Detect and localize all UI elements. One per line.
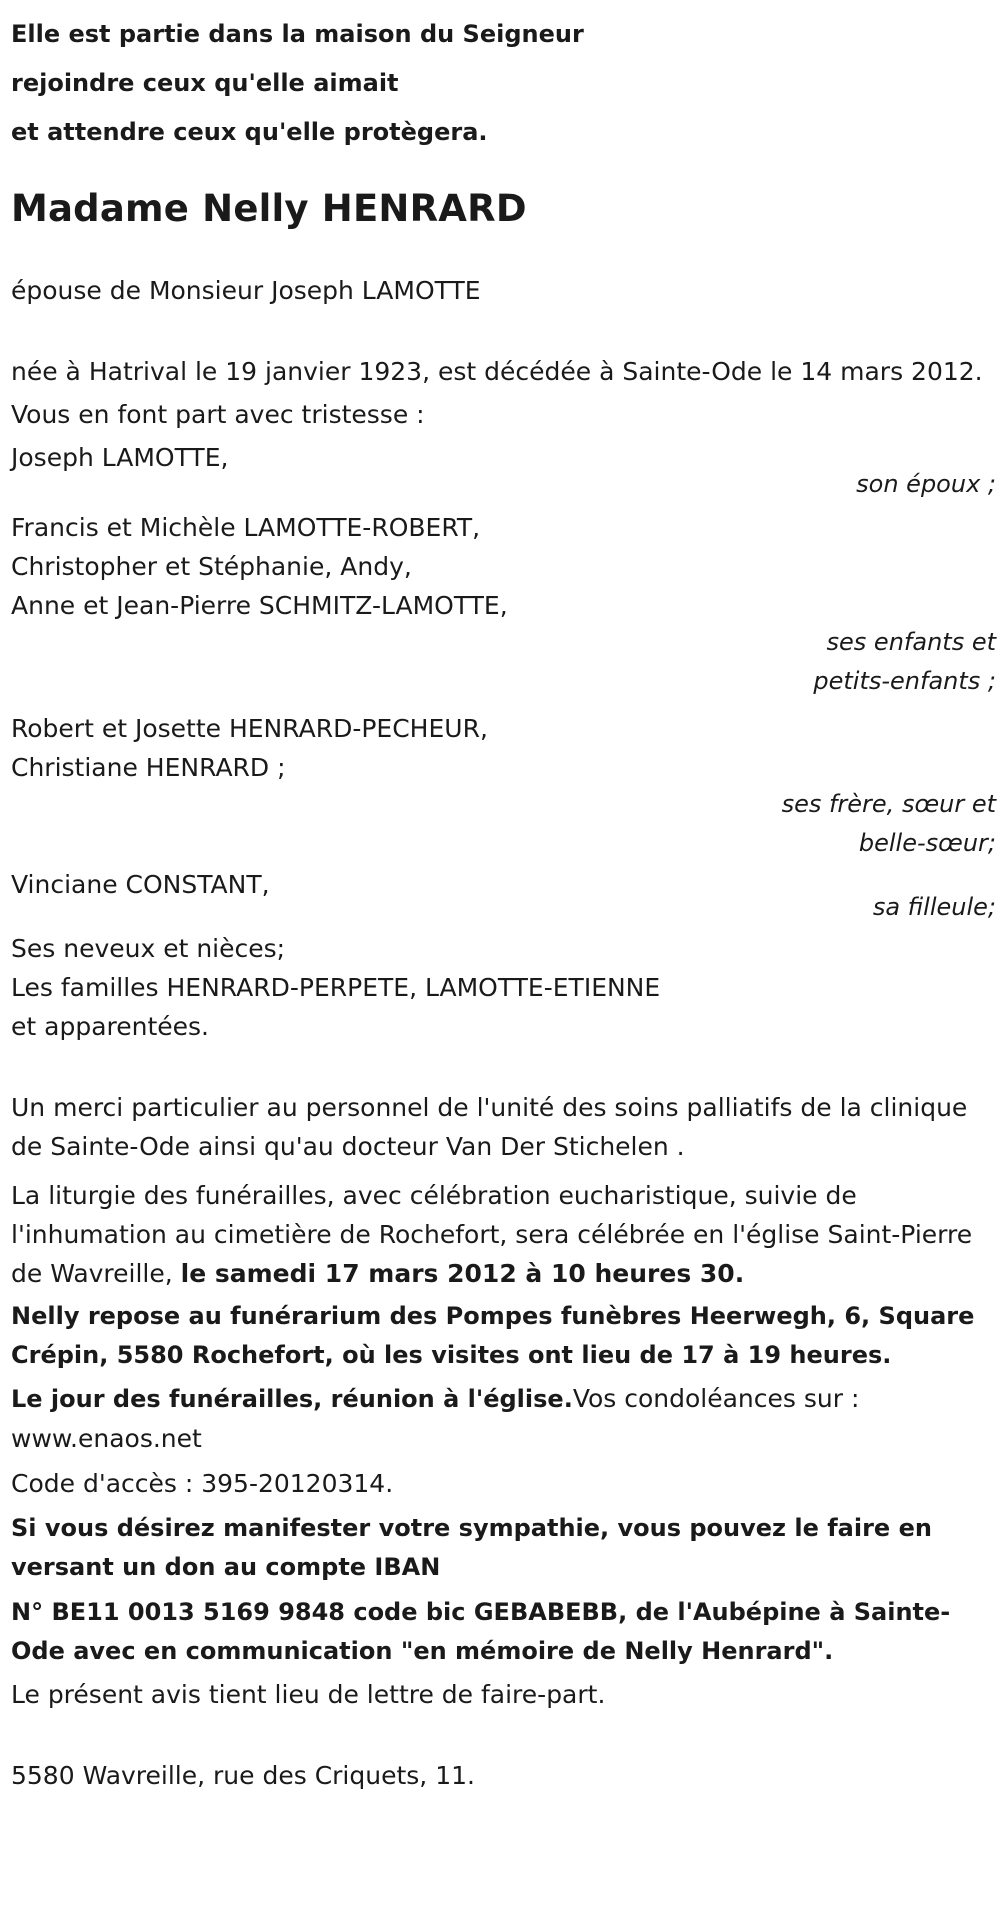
- role-line: belle-sœur;: [858, 829, 996, 857]
- other-relatives: [11, 929, 996, 1046]
- address-text: 5580 Wavreille, rue des Criquets, 11.: [11, 1761, 475, 1790]
- list-item: Ses neveux et nièces;: [11, 934, 286, 963]
- funerarium-text: Nelly repose au funérarium des Pompes funèbres Heerwegh, 6, Square Crépin, 5580 Rochefort, où les visites ont lieu de 17 à 19 heures.: [11, 1302, 975, 1369]
- family-spouse-role: son époux ;: [856, 470, 996, 498]
- thanks-text: Un merci particulier au personnel de l'unité des soins palliatifs de la clinique de Sainte-Ode ainsi qu'au docteur Van Der Stichelen .: [11, 1093, 968, 1161]
- list-item: Christopher et Stéphanie, Andy,: [11, 552, 412, 581]
- liturgy-date: le samedi 17 mars 2012 à 10 heures 30.: [180, 1259, 745, 1288]
- list-item: Christiane HENRARD ;: [11, 753, 286, 782]
- role-line: petits-enfants ;: [813, 667, 996, 695]
- spouse-line: épouse de Monsieur Joseph LAMOTTE: [11, 276, 481, 305]
- birth-death-text: née à Hatrival le 19 janvier 1923, est décédée à Sainte-Ode le 14 mars 2012.: [11, 357, 983, 386]
- condolences-text: [11, 1379, 996, 1458]
- notice-text: Le présent avis tient lieu de lettre de faire-part.: [11, 1680, 606, 1709]
- list-item: Francis et Michèle LAMOTTE-ROBERT,: [11, 513, 481, 542]
- goddaughter-name: Vinciane CONSTANT,: [11, 870, 270, 899]
- children-role: [11, 623, 996, 701]
- donation-text: Si vous désirez manifester votre sympathie, vous pouvez le faire en versant un don au compte IBAN: [11, 1514, 932, 1581]
- family-spouse-name: Joseph LAMOTTE,: [11, 443, 229, 472]
- access-code: Code d'accès : 395-20120314.: [11, 1469, 394, 1498]
- epigraph: [11, 10, 996, 157]
- list-item: Anne et Jean-Pierre SCHMITZ-LAMOTTE,: [11, 591, 508, 620]
- list-item: et apparentées.: [11, 1012, 209, 1041]
- obituary-content: [11, 10, 996, 1795]
- iban-text: N° BE11 0013 5169 9848 code bic GEBABEBB, de l'Aubépine à Sainte-Ode avec en communication "en mémoire de Nelly Henrard".: [11, 1598, 951, 1665]
- siblings-role: [11, 785, 996, 863]
- goddaughter-role: sa filleule;: [872, 893, 996, 921]
- epigraph-line: rejoindre ceux qu'elle aimait: [11, 69, 399, 97]
- deceased-name: Madame Nelly HENRARD: [11, 187, 527, 230]
- children-list: [11, 508, 996, 625]
- condolences-link: Vos condoléances sur : www.enaos.net: [11, 1384, 860, 1453]
- announce-text: Vous en font part avec tristesse :: [11, 400, 425, 429]
- liturgy-main: La liturgie des funérailles, avec célébration eucharistique, suivie de l'inhumation au cimetière de Rochefort, sera célébrée en l'église Saint-Pierre de Wavreille,: [11, 1181, 973, 1288]
- liturgy-text: [11, 1176, 996, 1293]
- list-item: Les familles HENRARD-PERPETE, LAMOTTE-ETIENNE: [11, 973, 661, 1002]
- funeral-day-note: Le jour des funérailles, réunion à l'église.: [11, 1385, 573, 1413]
- role-line: ses enfants et: [826, 628, 996, 656]
- siblings-list: [11, 709, 996, 787]
- role-line: ses frère, sœur et: [781, 790, 996, 818]
- list-item: Robert et Josette HENRARD-PECHEUR,: [11, 714, 488, 743]
- epigraph-line: Elle est partie dans la maison du Seigneur: [11, 20, 584, 48]
- epigraph-line: et attendre ceux qu'elle protègera.: [11, 118, 488, 146]
